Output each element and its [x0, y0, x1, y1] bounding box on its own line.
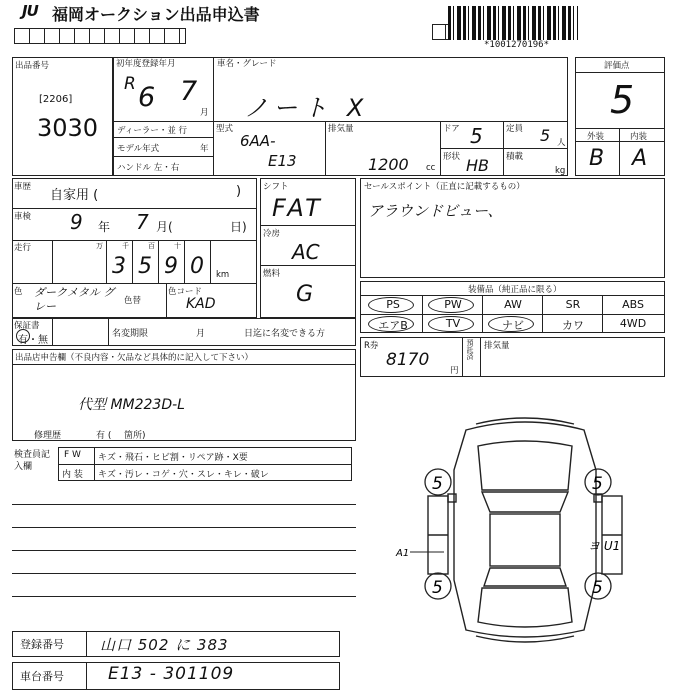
inspection-month: 7: [136, 210, 149, 234]
score-label: 評価点: [604, 61, 630, 71]
exterior-label: 外装: [587, 132, 605, 142]
mileage-label: 走行: [14, 243, 32, 253]
header: [0, 0, 700, 55]
barcode-number: *1001270196*: [484, 40, 550, 50]
inspector-interior-head: 内 装: [62, 470, 83, 480]
equipment-check-circle: [368, 316, 414, 332]
mileage-unit-man: 万: [96, 242, 103, 250]
color-code-label: 色コード: [168, 287, 203, 297]
recycle-label: R券: [364, 341, 379, 351]
fuel-label: 燃料: [263, 269, 281, 279]
color-label: 色: [14, 287, 23, 297]
sales-point-box: [360, 178, 665, 278]
inspection-day-unit: 日): [230, 220, 247, 234]
tire-rear-right-score: 5: [592, 578, 603, 598]
capacity-unit: 人: [557, 138, 566, 148]
mileage-digit-2: 5: [138, 254, 152, 279]
chassis-value: E13 - 301109: [108, 664, 235, 684]
ac-label: 冷房: [263, 229, 281, 239]
equipment-row2-4: 4WD: [619, 317, 647, 330]
chassis-label: 車台番号: [20, 670, 64, 683]
car-type2: E13: [268, 152, 297, 170]
mileage-unit-hyaku: 百: [148, 242, 155, 250]
lot-digit-boxes: [14, 28, 186, 44]
mileage-unit-juu: 十: [174, 242, 181, 250]
registration-label: 初年度登録年月: [116, 59, 176, 69]
dealer-label: ディーラー・並 行: [117, 126, 188, 136]
model-year-label: モデル年式: [117, 144, 160, 154]
plate-value: 山口 502 に 383: [100, 636, 229, 654]
shape: HB: [466, 156, 490, 175]
color-code: KAD: [186, 296, 216, 312]
color-value: ダークメタル グレー: [34, 286, 115, 313]
tire-front-right-score: 5: [592, 474, 603, 494]
load-unit: kg: [555, 166, 566, 176]
form-title: 福岡オークション出品申込書: [52, 5, 260, 24]
doors-label: ドア: [443, 124, 460, 134]
plate-label: 登録番号: [20, 638, 64, 651]
equipment-check-circle: [428, 297, 474, 313]
inspection-month-unit: 月(: [156, 220, 173, 234]
shift-label: シフト: [263, 182, 289, 192]
inspector-fw-head: F W: [64, 450, 81, 460]
usage-close: ): [236, 184, 242, 199]
equipment-label: 装備品（純正品に限る）: [468, 285, 562, 295]
inspection-year-unit: 年: [98, 220, 111, 234]
lot-label: 出品番号: [15, 61, 50, 71]
car-type: 6AA-: [240, 132, 276, 150]
lot-box: [12, 57, 113, 176]
equipment-row2-2: ナビ: [502, 319, 524, 332]
doors: 5: [470, 124, 483, 148]
inspection-label: 車検: [14, 212, 32, 222]
logo: JU: [22, 2, 38, 20]
usage-value: 自家用 (: [50, 188, 99, 203]
repair-value: 有 (: [96, 431, 112, 441]
equipment-row1-1: PW: [444, 298, 462, 311]
equipment-row1-4: ABS: [622, 298, 644, 311]
registration-month: 7: [180, 76, 198, 107]
equipment-row2-3: カワ: [562, 319, 584, 332]
exterior-score: B: [589, 146, 605, 171]
warranty-value: 有・無: [18, 335, 48, 346]
equipment-row2-1: TV: [445, 317, 461, 330]
recycle-value: 8170: [386, 350, 430, 370]
warranty-yes-circle: [16, 329, 30, 343]
defects-label: 出品店申告欄（不良内容・欠品など具体的に記入して下さい）: [15, 353, 254, 363]
displacement-label: 排気量: [328, 124, 354, 134]
sales-point-label: セールスポイント（正直に記載するもの）: [364, 182, 525, 192]
mileage-digit-1: 3: [112, 254, 126, 279]
record-unit: 月: [196, 329, 206, 339]
record-label: 名変期限: [112, 329, 149, 339]
tire-rear-left-score: 5: [432, 578, 443, 598]
damage-mark-left: A1: [396, 548, 410, 559]
inspector-label: 検査員記入欄: [14, 450, 51, 472]
interior-label: 内装: [630, 132, 648, 142]
repair-close: 箇所): [124, 431, 146, 441]
lot-number: 3030: [37, 114, 99, 142]
car-type-label: 型式: [216, 124, 234, 134]
usage-label: 車歴: [14, 182, 32, 192]
inspector-fw-items: キズ・飛石・ヒビ割・リペア跡・X要: [98, 453, 248, 463]
score-value: 5: [610, 78, 635, 122]
warranty-label: 保証書: [14, 321, 40, 331]
car-name: ノート X: [244, 94, 370, 122]
mileage-unit-sen: 千: [122, 242, 129, 250]
equipment-row2-0: エアB: [378, 319, 408, 332]
car-diagram: [396, 410, 650, 650]
registration-year: 6: [138, 82, 156, 113]
handle-label: ハンドル 左・右: [117, 163, 180, 173]
record-note: 日迄に名変できる方: [244, 329, 326, 339]
displacement: 1200: [368, 155, 409, 174]
registration-month-unit: 月: [200, 108, 209, 118]
equipment-check-circle: [368, 297, 414, 313]
displacement-unit: cc: [426, 163, 436, 173]
shift-value: FAT: [272, 194, 323, 222]
ac-value: AC: [292, 240, 320, 264]
fuel-value: G: [296, 282, 314, 307]
interior-score: A: [632, 146, 648, 171]
capacity: 5: [540, 126, 551, 145]
lot-sub-number: [2206]: [39, 94, 73, 105]
inspection-year: 9: [70, 210, 83, 234]
equipment-row1-3: SR: [565, 298, 581, 311]
equipment-row1-0: PS: [386, 298, 400, 311]
equipment-check-circle: [488, 316, 534, 332]
equipment-check-circle: [428, 316, 474, 332]
barcode: [448, 6, 578, 40]
repair-label: 修理歴: [34, 431, 62, 441]
sales-point-value: アラウンドビュー、: [368, 202, 503, 220]
model-year-unit: 年: [200, 144, 209, 154]
color-change-label: 色替: [124, 296, 142, 306]
recycle-sub-label: 排気量: [484, 341, 510, 351]
load-label: 積載: [506, 152, 524, 162]
mileage-boxes: [52, 240, 212, 283]
inspector-interior-items: キズ・汚レ・コゲ・穴・スレ・キレ・破レ: [98, 470, 269, 480]
registration-era: R: [124, 74, 136, 94]
capacity-label: 定員: [506, 124, 524, 134]
equipment-row1-2: AW: [504, 298, 522, 311]
defects-note: 代型 MM223D-L: [78, 397, 185, 413]
mileage-unit: km: [216, 270, 230, 280]
recycle-unit: 円: [450, 366, 459, 376]
damage-mark-right: ヨ U1: [588, 539, 621, 553]
car-name-label: 車名・グレード: [217, 59, 277, 69]
shape-label: 形状: [443, 152, 461, 162]
mileage-digit-3: 9: [164, 254, 178, 279]
tire-front-left-score: 5: [432, 474, 443, 494]
mileage-digit-4: 0: [190, 254, 204, 279]
deposit-label: 預託済: [466, 339, 474, 360]
